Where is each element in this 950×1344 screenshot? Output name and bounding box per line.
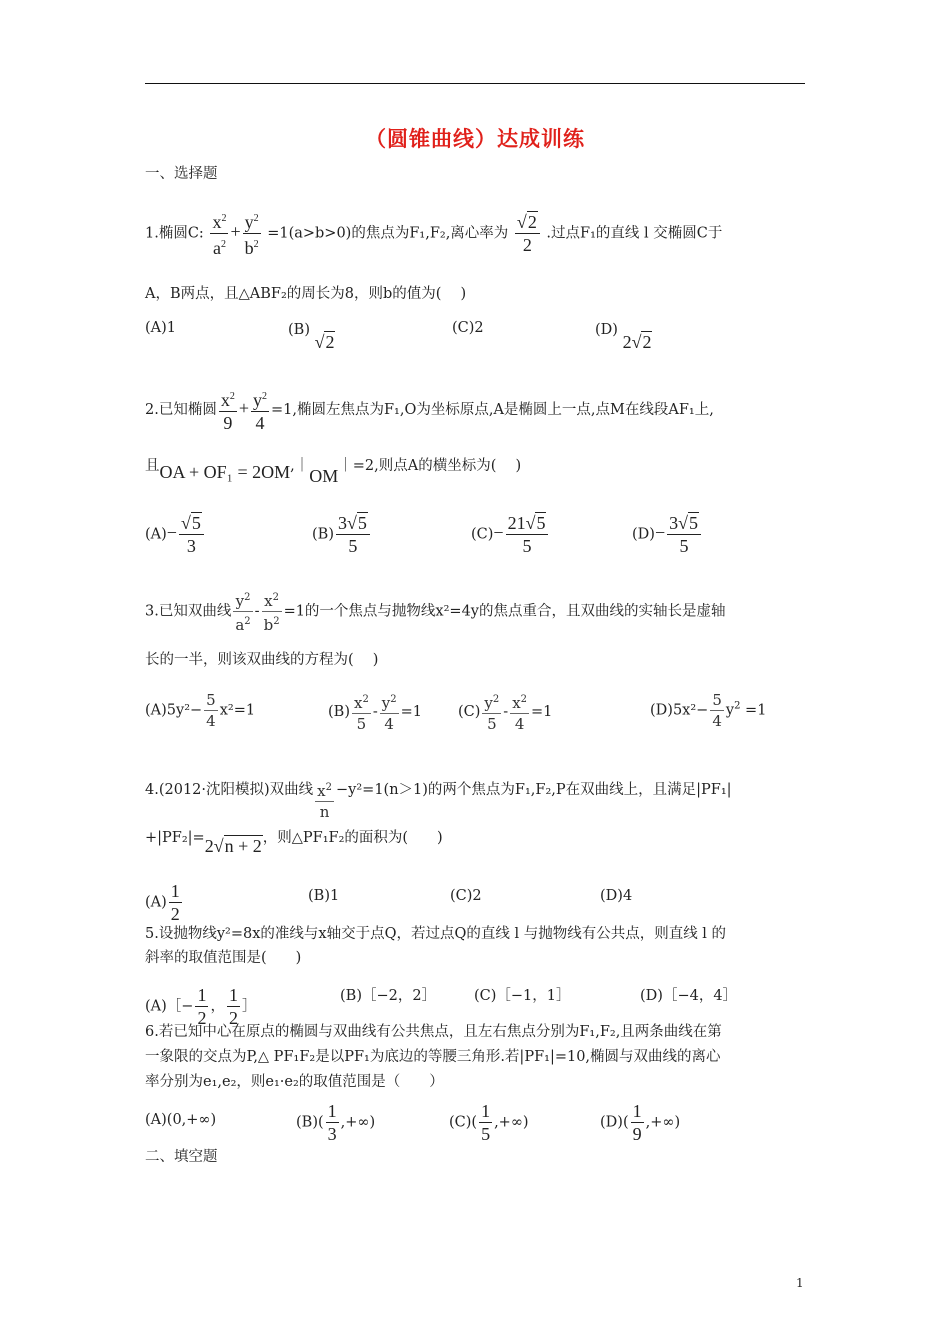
q3-option-c: (C) $\frac{y^2}{5}$ - $\frac{x^2}{4}$ =1: [458, 694, 553, 733]
question-3-line-2: 长的一半，则该双曲线的方程为( ): [145, 652, 379, 668]
q6-option-b: (B)( $\frac{1}{3}$ ,+∞): [296, 1101, 376, 1144]
question-6-line-3: 率分别为e₁,e₂，则e₁·e₂的取值范围是（ ）: [145, 1074, 444, 1090]
q1-mid: =1(a>b>0)的焦点为F₁,F₂,离心率为: [267, 225, 509, 242]
section-fill-heading: 二、填空题: [145, 1149, 218, 1165]
q6-option-c: (C)( $\frac{1}{5}$ ,+∞): [449, 1101, 529, 1144]
question-3-line-1: 3.已知双曲线 $\frac{y^2}{a^2}$ - $\frac{x^2}{b^2}$ =1的一个焦点与抛物线x²=4y的焦点重合，且双曲线的实轴长是虚轴: [145, 588, 726, 635]
question-5-line-1: 5.设抛物线y²=8x的准线与x轴交于点Q，若过点Q的直线 l 与抛物线有公共点，则直线 l 的: [145, 926, 727, 942]
q5-option-a: (A)［− $\frac{1}{2}$ ， $\frac{1}{2}$ ］: [145, 985, 257, 1028]
q4-option-a: (A) $\frac{1}{2}$: [145, 881, 180, 924]
q1-prefix: 1.椭圆C:: [145, 225, 204, 242]
q1-frac-y: $\frac{y^2}{b^2}$: [244, 212, 259, 258]
q3-option-a: (A)5y²− $\frac{5}{4}$ x²=1: [145, 691, 256, 730]
question-4-line-2: +|PF₂|=2√n + 2，则△PF₁F₂的面积为( ): [145, 830, 443, 856]
section-choice-heading: 一、选择题: [145, 166, 218, 182]
q2-option-d: (D)− $\frac{3√5}{5}$: [632, 512, 703, 557]
q2-vector-eq: OA + OF₁ = 2OM: [159, 462, 291, 482]
q2-frac-y: $\frac{y^2}{4}$: [253, 390, 267, 433]
q4-option-c: (C)2: [450, 888, 482, 904]
question-6-line-1: 6.若已知中心在原点的椭圆与双曲线有公共焦点，且左右焦点分别为F₁,F₂,且两条曲线在第: [145, 1024, 722, 1040]
q2-frac-x: $\frac{x^2}{9}$: [220, 390, 235, 433]
q3-frac-y: $\frac{y^2}{a^2}$: [235, 592, 251, 634]
q1-eccentricity: $\frac{√2}{2}$: [515, 211, 540, 256]
q1-suffix: .过点F₁的直线 l 交椭圆C于: [546, 225, 723, 242]
q2-option-b: (B) $\frac{3√5}{5}$: [312, 512, 372, 557]
q1-option-a: (A)1: [145, 320, 177, 336]
q4-frac: $\frac{x^2}{n}$: [317, 782, 333, 821]
q1-option-c: (C)2: [452, 320, 484, 336]
question-6-line-2: 一象限的交点为P,△ PF₁F₂是以PF₁为底边的等腰三角形.若|PF₁|=10,椭圆与双曲线的离心: [145, 1049, 721, 1065]
header-rule: [145, 83, 805, 84]
q5-option-b: (B)［−2，2］: [340, 988, 437, 1004]
q6-option-d: (D)( $\frac{1}{9}$ ,+∞): [600, 1101, 681, 1144]
page-title: （圆锥曲线）达成训练: [365, 126, 585, 151]
q1-frac-x: $\frac{x^2}{a^2}$: [212, 212, 227, 258]
q5-option-c: (C)［−1，1］: [474, 988, 571, 1004]
question-2-line-1: 2.已知椭圆 $\frac{x^2}{9}$ + $\frac{y^2}{4}$ =1,椭圆左焦点为F₁,O为坐标原点,A是椭圆上一点,点M在线段AF₁上,: [145, 386, 714, 434]
q3-frac-x: $\frac{x^2}{b^2}$: [263, 592, 280, 634]
question-2-line-2: 且OA + OF₁ = 2OM,｜OM｜=2,则点A的横坐标为( ): [145, 458, 522, 486]
question-4-line-1: 4.(2012·沈阳模拟)双曲线 $\frac{x^2}{n}$ −y²=1(n＞1)的两个焦点为F₁,F₂,P在双曲线上，且满足|PF₁|: [145, 768, 732, 812]
q6-option-a: (A)(0,+∞): [145, 1112, 217, 1128]
question-5-line-2: 斜率的取值范围是( ): [145, 950, 302, 966]
q2-option-a: (A)− $\frac{√5}{3}$: [145, 512, 206, 557]
q2-option-c: (C)− $\frac{21√5}{5}$: [471, 512, 550, 557]
page-number: 1: [796, 1276, 804, 1290]
q4-option-b: (B)1: [308, 888, 340, 904]
q1-option-d: (D) 2√2: [595, 322, 652, 352]
question-1-line-1: 1.椭圆C: $\frac{x^2}{a^2}$ + $\frac{y^2}{b^2}$ =1(a>b>0)的焦点为F₁,F₂,离心率为 $\frac{√2}{2}$ .过点F₁的直线 l 交椭圆C于: [145, 208, 722, 259]
q1-option-b: (B) √2: [288, 322, 335, 352]
q4-option-d: (D)4: [600, 888, 633, 904]
question-1-line-2: A，B两点，且△ABF₂的周长为8，则b的值为( ): [145, 286, 467, 302]
q3-option-d: (D)5x²− $\frac{5}{4}$ $y^2 =1$: [650, 691, 767, 730]
q3-option-b: (B) $\frac{x^2}{5}$ - $\frac{y^2}{4}$ =1: [328, 694, 422, 733]
q5-option-d: (D)［−4，4］: [640, 988, 738, 1004]
q2-om: OM: [309, 466, 339, 486]
